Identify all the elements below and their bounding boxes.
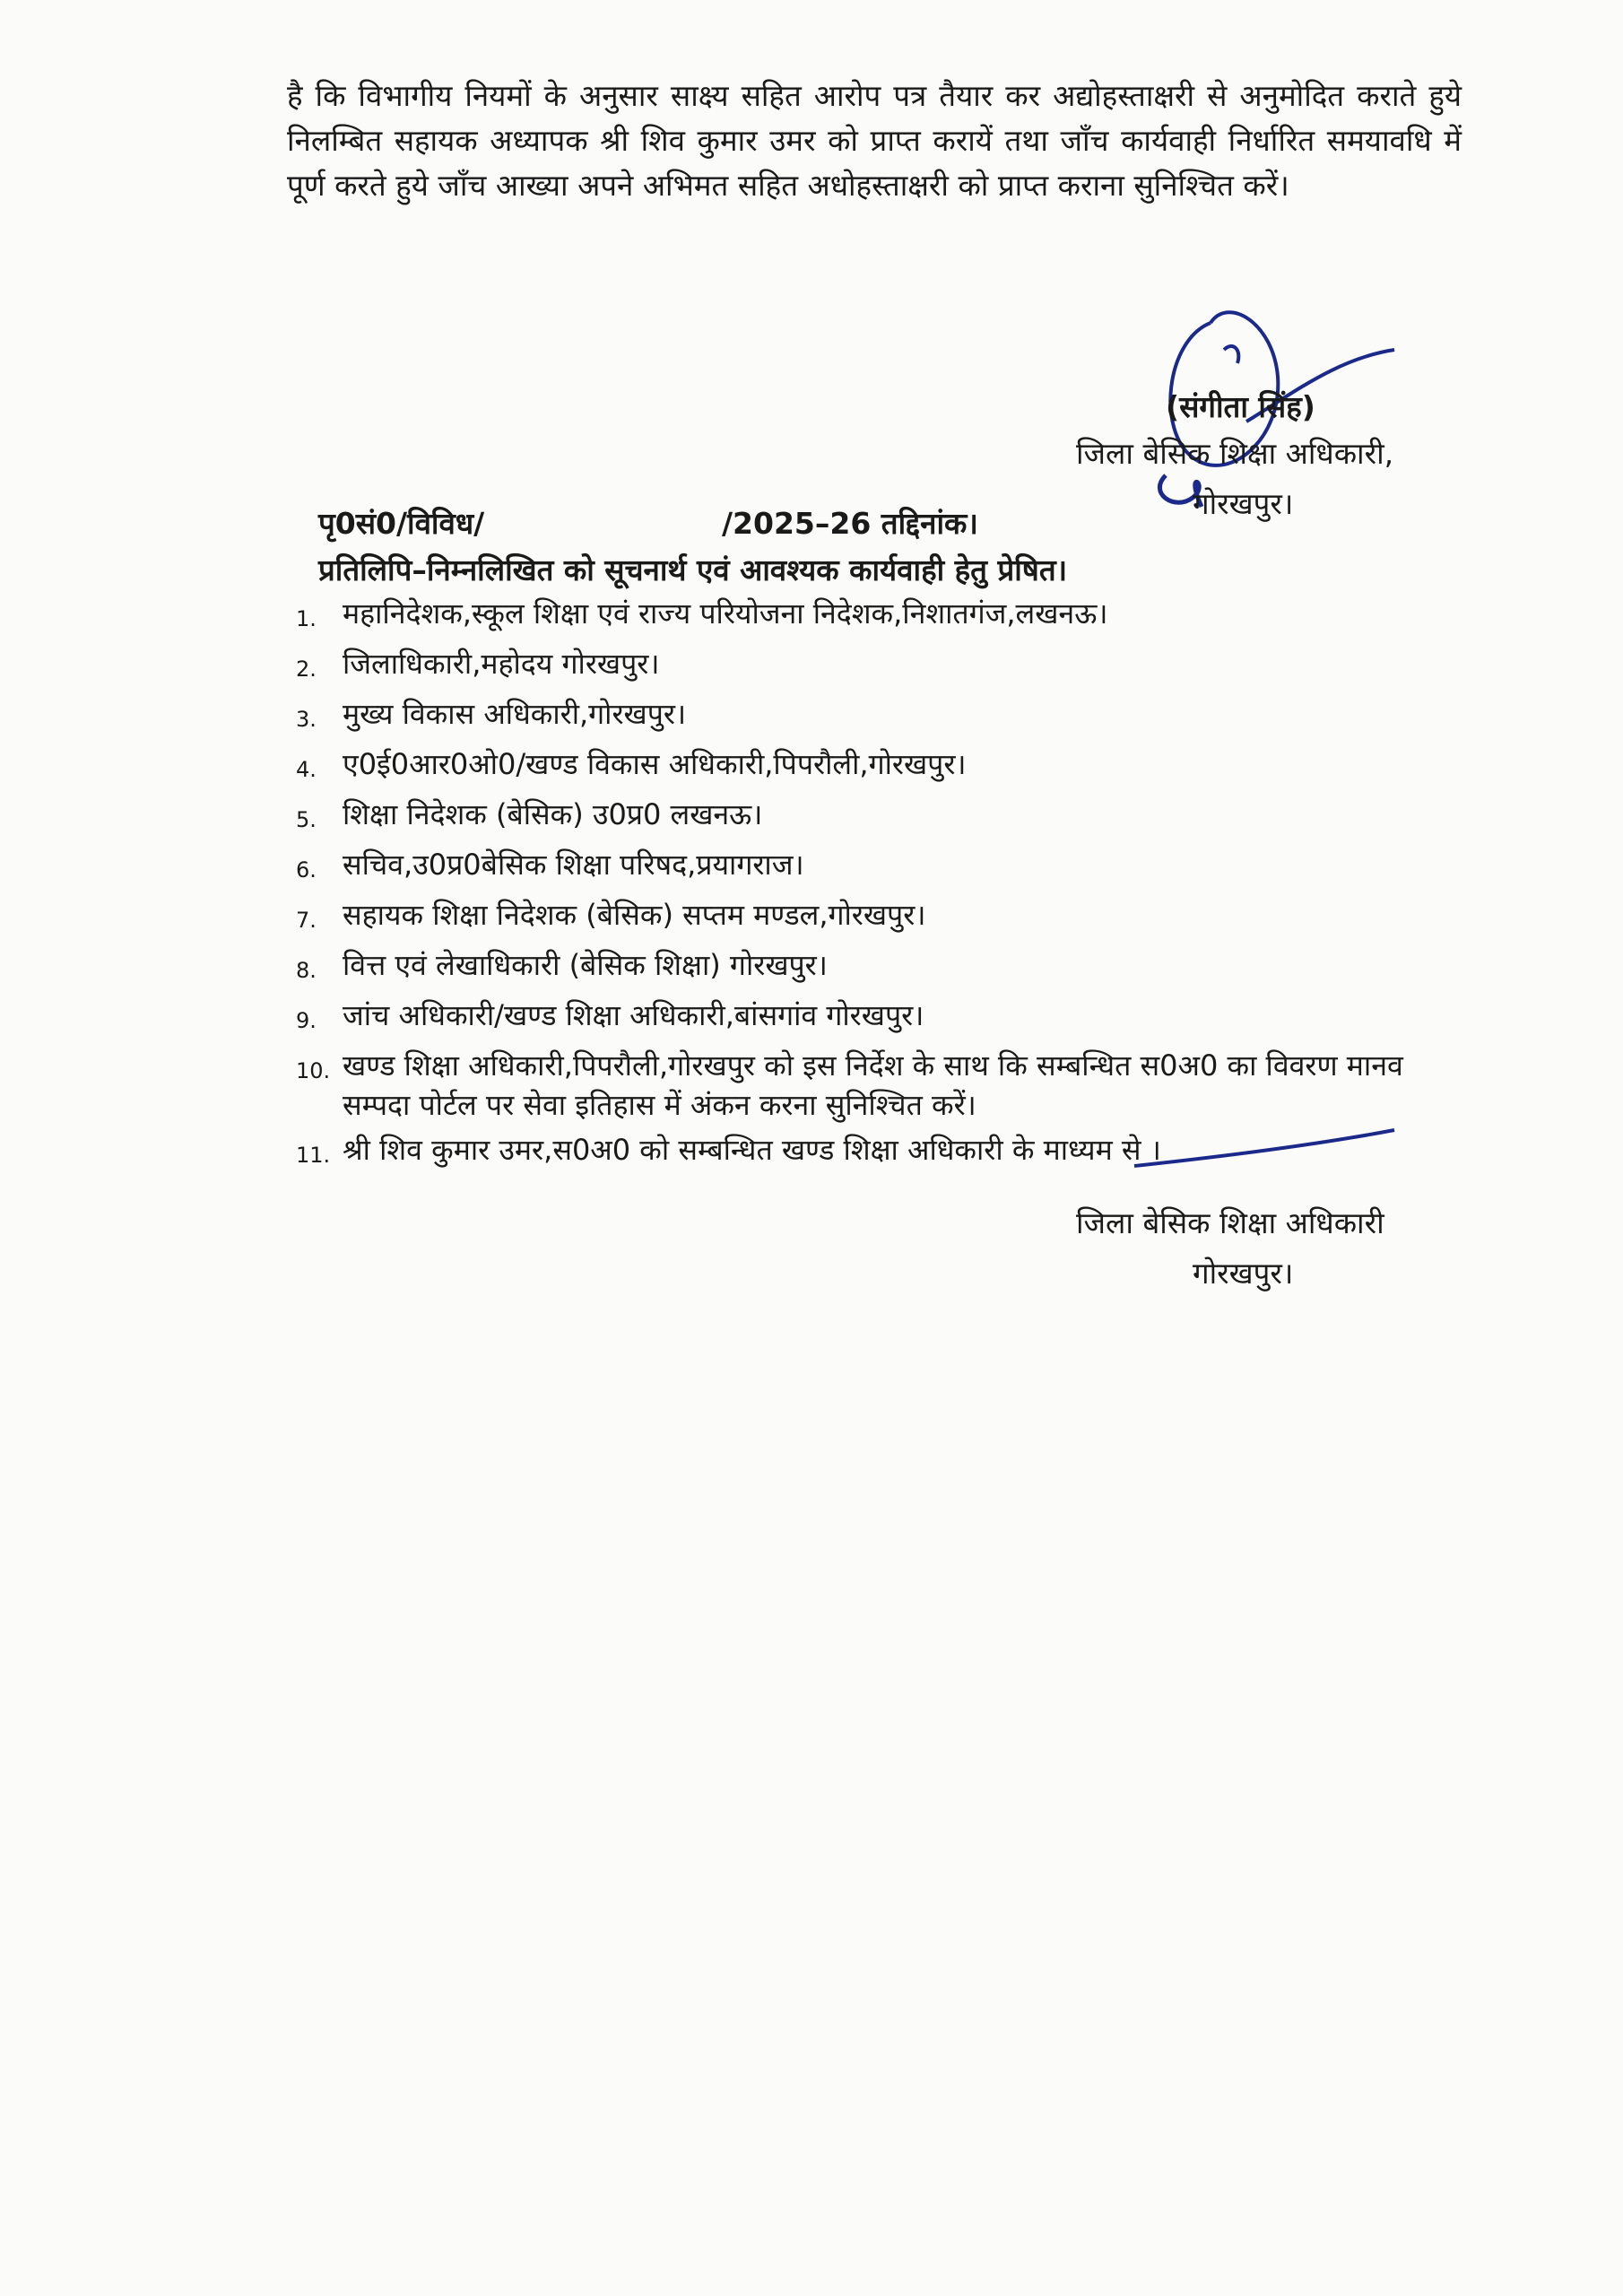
signatory-designation: जिला बेसिक शिक्षा अधिकारी, bbox=[1076, 436, 1394, 471]
copy-heading: प्रतिलिपि–निम्नलिखित को सूचनार्थ एवं आवश्यक कार्यवाही हेतु प्रेषित। bbox=[318, 552, 1068, 587]
list-item-text: ए0ई0आर0ओ0/खण्ड विकास अधिकारी,पिपरौली,गोरखपुर। bbox=[343, 747, 967, 781]
list-item-number: 11. bbox=[296, 1143, 331, 1168]
list-item bbox=[296, 945, 1462, 990]
list-item-text: जांच अधिकारी/खण्ड शिक्षा अधिकारी,बांसगांव गोरखपुर। bbox=[343, 998, 924, 1032]
list-item-number: 8. bbox=[296, 958, 317, 983]
list-item bbox=[296, 895, 1462, 940]
list-item bbox=[296, 1046, 1462, 1125]
list-item bbox=[296, 594, 1462, 639]
list-item-text: वित्त एवं लेखाधिकारी (बेसिक शिक्षा) गोरखपुर। bbox=[343, 948, 828, 982]
list-item-number: 10. bbox=[296, 1058, 331, 1083]
list-item-number: 5. bbox=[296, 807, 317, 832]
list-item bbox=[296, 795, 1462, 839]
list-item bbox=[296, 744, 1462, 789]
body-paragraph: है कि विभागीय नियमों के अनुसार साक्ष्य सहित आरोप पत्र तैयार कर अद्योहस्ताक्षरी से अनुमोदित कराते हुये निलम्बित सहायक अध्यापक श्री शिव कुमार उमर को प्राप्त करायें तथा जाँच कार्यवाही निर्धारित समयावधि में पूर्ण करते हुये जाँच आख्या अपने अभिमत सहित अधोहस्ताक्षरी को प्राप्त कराना सुनिश्चित करें। bbox=[287, 78, 1462, 203]
list-item-number: 9. bbox=[296, 1008, 317, 1033]
footer-designation: जिला बेसिक शिक्षा अधिकारी bbox=[1076, 1205, 1384, 1240]
list-item-text: सहायक शिक्षा निदेशक (बेसिक) सप्तम मण्डल,गोरखपुर। bbox=[343, 898, 926, 932]
list-item-text: मुख्य विकास अधिकारी,गोरखपुर। bbox=[343, 697, 687, 731]
list-item-number: 6. bbox=[296, 857, 317, 883]
signatory-name: (संगीता सिंह) bbox=[1166, 389, 1315, 424]
list-item-text: श्री शिव कुमार उमर,स0अ0 को सम्बन्धित खण्ड शिक्षा अधिकारी के माध्यम से । bbox=[343, 1133, 1161, 1167]
list-item-text: महानिदेशक,स्कूल शिक्षा एवं राज्य परियोजना निदेशक,निशातगंज,लखनऊ। bbox=[343, 596, 1108, 631]
list-item-number: 4. bbox=[296, 757, 317, 782]
list-item bbox=[296, 644, 1462, 689]
list-item-number: 2. bbox=[296, 657, 317, 682]
list-item-number: 7. bbox=[296, 908, 317, 933]
footer-place: गोरखपुर। bbox=[1193, 1256, 1294, 1291]
signatory-place: गोरखपुर। bbox=[1193, 486, 1294, 521]
copy-list bbox=[296, 594, 1462, 1180]
list-item-text: सचिव,उ0प्र0बेसिक शिक्षा परिषद,प्रयागराज। bbox=[343, 848, 804, 882]
list-item-number: 3. bbox=[296, 707, 317, 732]
list-item-text: शिक्षा निदेशक (बेसिक) उ0प्र0 लखनऊ। bbox=[343, 797, 763, 831]
list-item-text: खण्ड शिक्षा अधिकारी,पिपरौली,गोरखपुर को इस निर्देश के साथ कि सम्बन्धित स0अ0 का विवरण मानव सम्पदा पोर्टल पर सेवा इतिहास में अंकन करना सुनिश्चित करें। bbox=[343, 1048, 1403, 1122]
list-item bbox=[296, 845, 1462, 890]
list-item-number: 1. bbox=[296, 606, 317, 631]
ending-signature-stroke bbox=[1130, 1121, 1399, 1175]
list-item bbox=[296, 996, 1462, 1040]
reference-date: /2025–26 तद्दिनांक। bbox=[722, 506, 978, 541]
list-item bbox=[296, 694, 1462, 739]
list-item-text: जिलाधिकारी,महोदय गोरखपुर। bbox=[343, 647, 660, 681]
reference-number: पृ0सं0/विविध/ bbox=[318, 506, 485, 541]
